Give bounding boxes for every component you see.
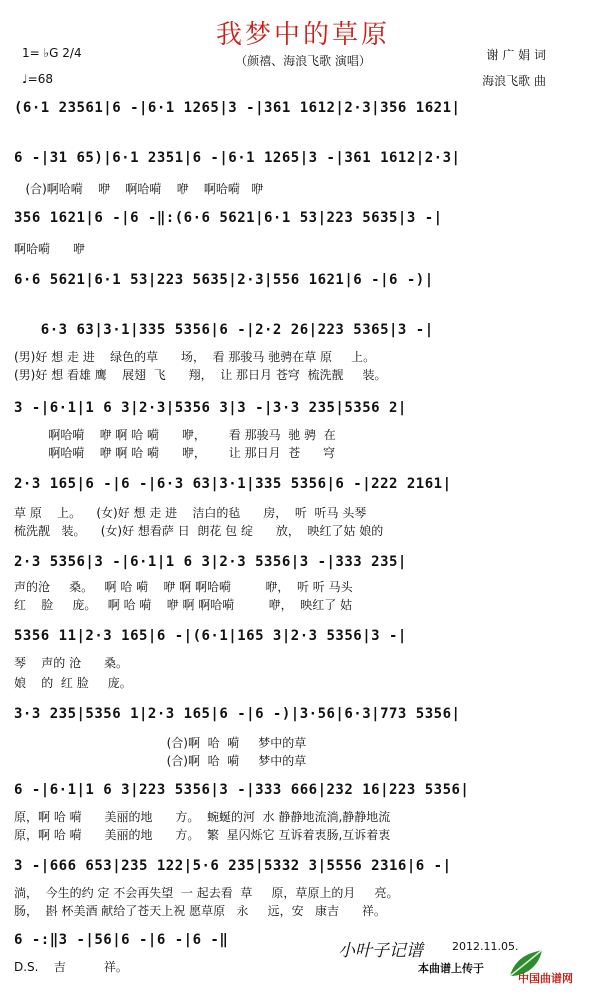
- score-notes-row: 6 -|31 65)|6·1 2351|6 -|6·1 1265|3 -|361 1612|2·3|: [14, 150, 461, 166]
- score-notes-row: 5356 11|2·3 165|6 -|(6·1|165 3|2·3 5356|3 -|: [14, 628, 407, 644]
- score-notes-row: 3 -|6·1|1 6 3|2·3|5356 3|3 -|3·3 235|5356 2|: [14, 400, 407, 416]
- score-lyric-row: 啊哈嗬 咿: [14, 242, 85, 256]
- score-notes-row: 3·3 235|5356 1|2·3 165|6 -|6 -)|3·56|6·3|773 5356|: [14, 706, 461, 722]
- score-lyric-row: 梳洗靓 装。 (女)好 想看萨 日 朗花 包 绽 放， 映红了姑 娘的: [14, 524, 384, 538]
- score-lyric-row: 草 原 上。 (女)好 想 走 进 洁白的毡 房， 听 听马 头琴: [14, 506, 367, 520]
- score-lyric-row: 原，啊 哈 嗬 美丽的地 方。 蜿蜒的河 水 静静地流淌,静静地流: [14, 810, 391, 824]
- score-lyric-row: D.S. 吉 祥。: [14, 960, 128, 974]
- key-signature: 1= ♭G 2/4: [22, 46, 82, 60]
- score-lyric-row: 娘 的 红 脸 庞。: [14, 676, 132, 690]
- tempo-marking: ♩=68: [22, 72, 53, 86]
- score-notes-row: 2·3 5356|3 -|6·1|1 6 3|2·3 5356|3 -|333 235|: [14, 554, 407, 570]
- score-lyric-row: (男)好 想 看雄 鹰 展翅 飞 翔， 让 那日月 苍穹 梳洗靓 装。: [14, 368, 387, 382]
- score-notes-row: 356 1621|6 -|6 -‖:(6·6 5621|6·1 53|223 5635|3 -|: [14, 210, 443, 226]
- score-lyric-row: 声的沧 桑。 啊 哈 嗬 咿 啊 啊哈嗬 咿， 听 听 马头: [14, 580, 353, 594]
- score-lyric-row: 肠， 斟 杯美酒 献给了苍天上祝 愿草原 永 远，安 康吉 祥。: [14, 904, 386, 918]
- score-lyric-row: 红 脸 庞。 啊 哈 嗬 咿 啊 啊哈嗬 咿， 映红了 姑: [14, 598, 353, 612]
- score-notes-row: 2·3 165|6 -|6 -|6·3 63|3·1|335 5356|6 -|222 2161|: [14, 476, 452, 492]
- score-lyric-row: (男)好 想 走 进 绿色的草 场， 看 那骏马 驰骋在草 原 上。: [14, 350, 376, 364]
- score-lyric-row: 琴 声的 沧 桑。: [14, 656, 128, 670]
- score-notes-row: (6·1 23561|6 -|6·1 1265|3 -|361 1612|2·3|356 1621|: [14, 100, 461, 116]
- score-notes-row: 3 -|666 653|235 122|5·6 235|5332 3|5556 2316|6 -|: [14, 858, 452, 874]
- score-notes-row: 6 -|6·1|1 6 3|223 5356|3 -|333 666|232 16|223 5356|: [14, 782, 470, 798]
- score-lyric-row: (合)啊哈嗬 咿 啊哈嗬 咿 啊哈嗬 咿: [14, 182, 264, 196]
- score-lyric-row: (合)啊 哈 嗬 梦中的草: [14, 754, 307, 768]
- score-notes-row: 6·3 63|3·1|335 5356|6 -|2·2 26|223 5365|3 -|: [14, 322, 434, 338]
- transcriber-signature: 小叶子记谱: [338, 941, 423, 961]
- score-notes-row: 6 -:‖3 -|56|6 -|6 -|6 -‖: [14, 932, 229, 948]
- score-notes-row: 6·6 5621|6·1 53|223 5635|2·3|556 1621|6 -|6 -)|: [14, 272, 434, 288]
- upload-note: 本曲谱上传于: [418, 962, 484, 975]
- score-lyric-row: 啊哈嗬 咿 啊 哈 嗬 咿， 让 那日月 苍 穹: [14, 446, 336, 460]
- score-lyric-row: 原，啊 哈 嗬 美丽的地 方。 繁 星闪烁它 互诉着衷肠,互诉着衷: [14, 828, 391, 842]
- score-lyric-row: 淌， 今生的约 定 不会再失望 一 起去看 草 原，草原上的月 亮。: [14, 886, 399, 900]
- composer-credit: 海浪飞歌 曲: [482, 74, 546, 88]
- score-lyric-row: (合)啊 哈 嗬 梦中的草: [14, 736, 307, 750]
- song-title: 我梦中的草原: [215, 20, 390, 50]
- song-subtitle: （颜禧、海浪飞歌 演唱）: [235, 54, 371, 68]
- site-logo-text[interactable]: 中国曲谱网: [518, 972, 573, 985]
- transcription-date: 2012.11.05.: [452, 940, 519, 953]
- lyricist-credit: 谢 广 娟 词: [486, 48, 546, 62]
- score-lyric-row: 啊哈嗬 咿 啊 哈 嗬 咿， 看 那骏马 驰 骋 在: [14, 428, 336, 442]
